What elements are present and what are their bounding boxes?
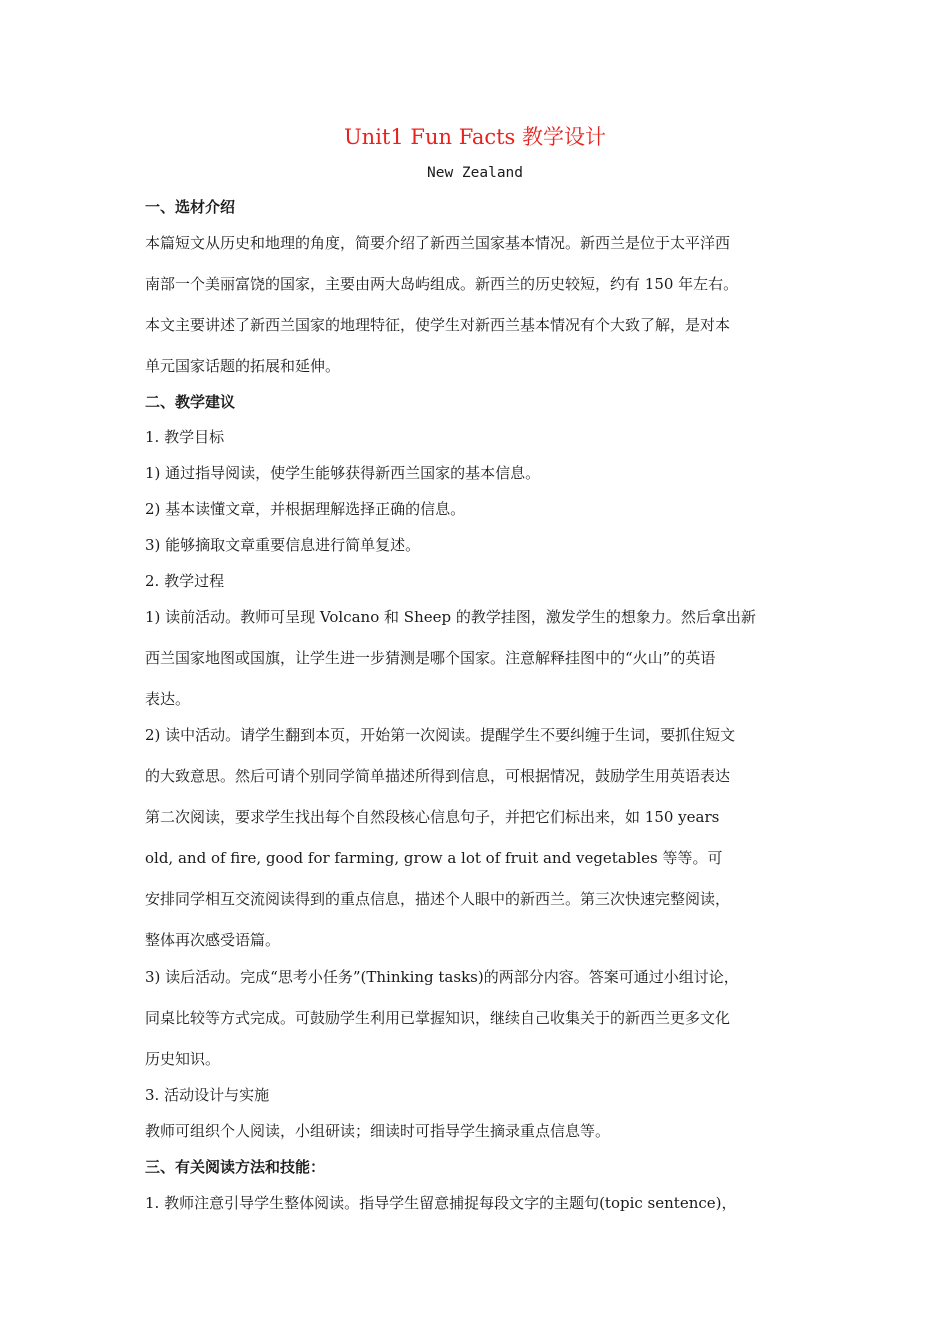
list-item: 2) 基本读懂文章，并根据理解选择正确的信息。	[145, 500, 466, 518]
paragraph-line: 南部一个美丽富饶的国家，主要由两大岛屿组成。新西兰的历史较短，约有 150 年左右。	[145, 275, 739, 293]
paragraph-line: 1) 读前活动。教师可呈现 Volcano 和 Sheep 的教学挂图，激发学生的想象力。然后拿出新	[145, 608, 756, 626]
paragraph-line: 西兰国家地图或国旗，让学生进一步猜测是哪个国家。注意解释挂图中的“火山”的英语	[145, 649, 716, 667]
paragraph-line: 2) 读中活动。请学生翻到本页，开始第一次阅读。提醒学生不要纠缠于生词，要抓住短文	[145, 726, 736, 744]
section-heading-suggestions: 二、教学建议	[145, 393, 236, 411]
section-heading-intro: 一、选材介绍	[145, 198, 236, 216]
paragraph-line: 历史知识。	[145, 1050, 221, 1068]
subheading-process: 2. 教学过程	[145, 572, 225, 590]
list-item: 3) 能够摘取文章重要信息进行简单复述。	[145, 536, 421, 554]
paragraph-line: 第二次阅读，要求学生找出每个自然段核心信息句子，并把它们标出来，如 150 years	[145, 808, 720, 826]
paragraph-line: old, and of fire, good for farming, grow a lot of fruit and vegetables 等等。可	[145, 849, 723, 867]
paragraph-line: 安排同学相互交流阅读得到的重点信息，描述个人眼中的新西兰。第三次快速完整阅读，	[145, 890, 731, 908]
list-item: 1) 通过指导阅读，使学生能够获得新西兰国家的基本信息。	[145, 464, 541, 482]
paragraph-line: 1. 教师注意引导学生整体阅读。指导学生留意捕捉每段文字的主题句(topic sentence)，	[145, 1194, 737, 1212]
subheading-activities: 3. 活动设计与实施	[145, 1086, 270, 1104]
paragraph-line: 教师可组织个人阅读，小组研读；细读时可指导学生摘录重点信息等。	[145, 1122, 611, 1140]
paragraph-line: 单元国家话题的拓展和延伸。	[145, 357, 341, 375]
paragraph-line: 本篇短文从历史和地理的角度，简要介绍了新西兰国家基本情况。新西兰是位于太平洋西	[145, 234, 731, 252]
paragraph-line: 同桌比较等方式完成。可鼓励学生利用已掌握知识，继续自己收集关于的新西兰更多文化	[145, 1009, 731, 1027]
document-subtitle: New Zealand	[426, 165, 524, 181]
document-title: Unit1 Fun Facts 教学设计	[343, 125, 607, 149]
paragraph-line: 3) 读后活动。完成“思考小任务”(Thinking tasks)的两部分内容。答案可通过小组讨论，	[145, 968, 739, 986]
paragraph-line: 表达。	[145, 690, 191, 708]
subheading-goals: 1. 教学目标	[145, 428, 225, 446]
section-heading-reading-skills: 三、有关阅读方法和技能：	[145, 1158, 326, 1176]
paragraph-line: 的大致意思。然后可请个别同学简单描述所得到信息，可根据情况，鼓励学生用英语表达	[145, 767, 731, 785]
paragraph-line: 本文主要讲述了新西兰国家的地理特征，使学生对新西兰基本情况有个大致了解，是对本	[145, 316, 731, 334]
paragraph-line: 整体再次感受语篇。	[145, 931, 281, 949]
